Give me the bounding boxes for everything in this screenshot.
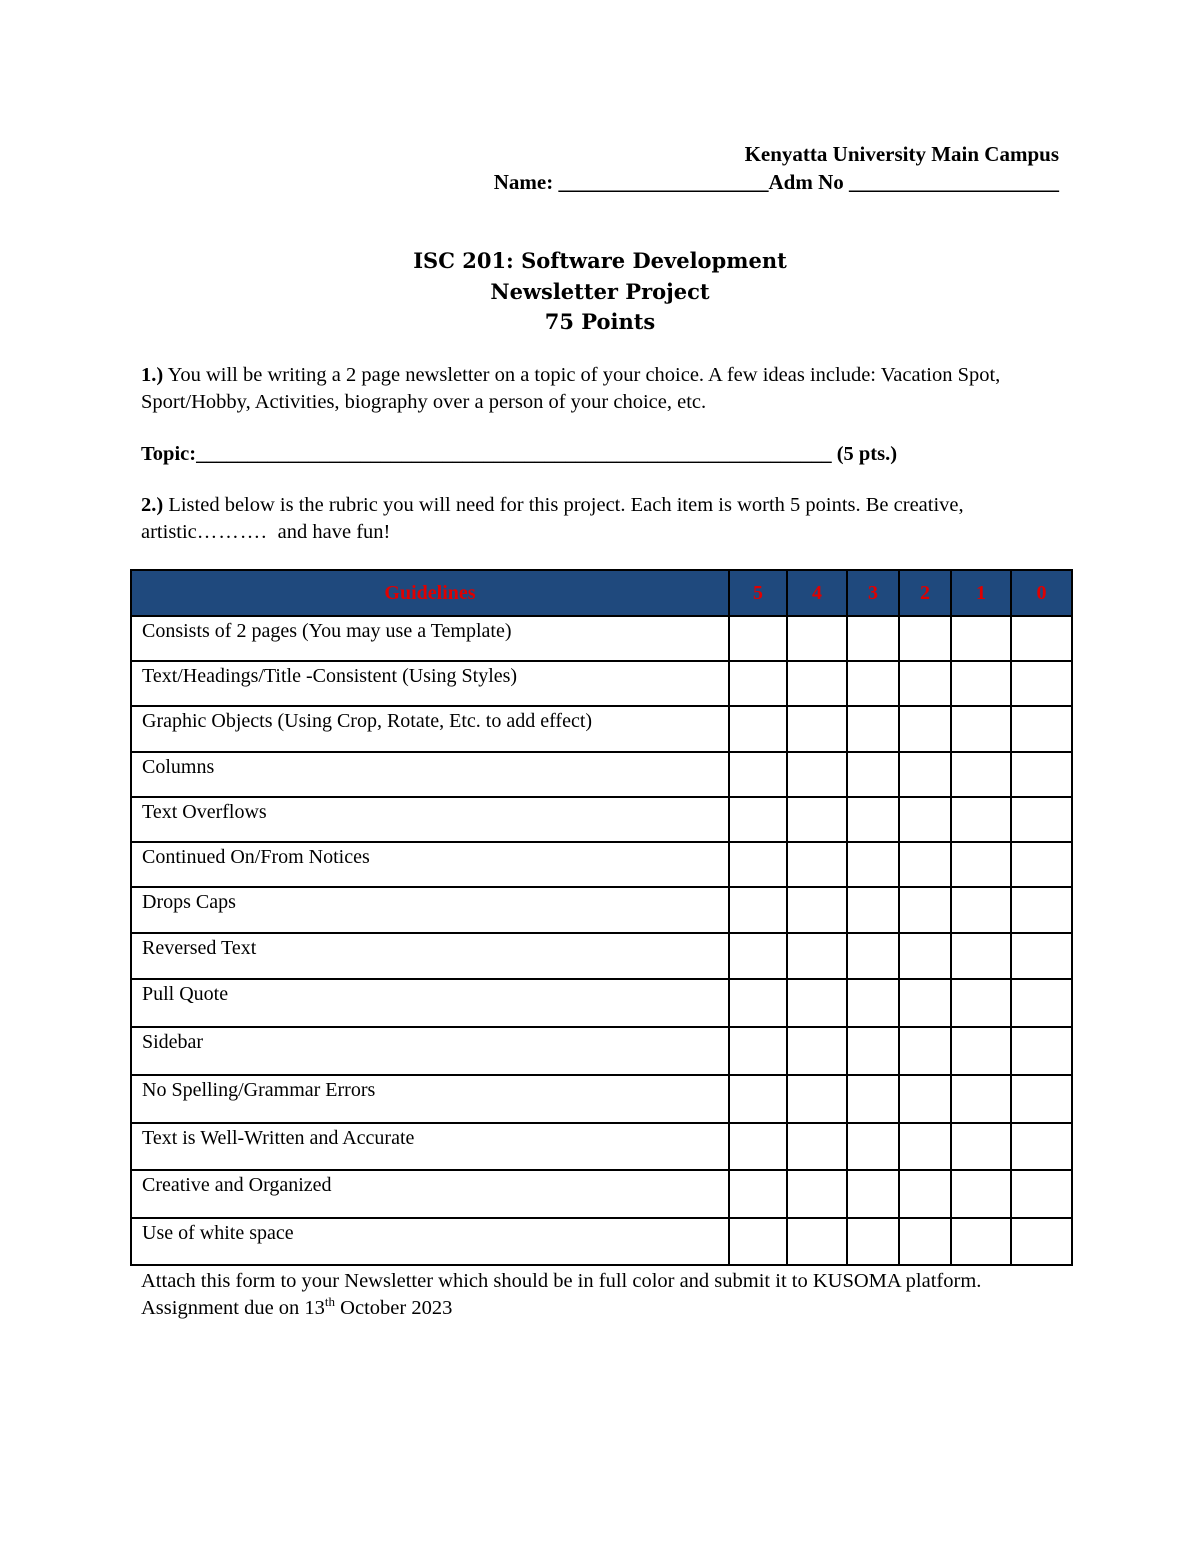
campus-name: Kenyatta University Main Campus: [744, 142, 1059, 166]
score-box-1[interactable]: [951, 661, 1011, 706]
adm-label: Adm No: [768, 170, 844, 194]
rubric-row: [131, 1075, 1072, 1123]
score-box-4[interactable]: [787, 933, 847, 979]
score-box-2[interactable]: [899, 616, 951, 661]
score-box-0[interactable]: [1011, 797, 1072, 842]
score-box-0[interactable]: [1011, 979, 1072, 1027]
rubric-row: [131, 933, 1072, 979]
score-box-4[interactable]: [787, 706, 847, 752]
rubric-criterion: Graphic Objects (Using Crop, Rotate, Etc. to add effect): [131, 706, 729, 752]
topic-blank: ______________________________________________________________: [196, 443, 832, 465]
rubric-row: [131, 1218, 1072, 1265]
score-box-4[interactable]: [787, 1027, 847, 1075]
rubric-row: [131, 661, 1072, 706]
rubric-row: [131, 1170, 1072, 1218]
score-box-4[interactable]: [787, 752, 847, 797]
score-box-3[interactable]: [847, 979, 899, 1027]
score-box-4[interactable]: [787, 1123, 847, 1170]
project-title: Newsletter Project: [490, 278, 710, 304]
score-box-0[interactable]: [1011, 1027, 1072, 1075]
rubric-criterion: Consists of 2 pages (You may use a Template): [131, 616, 729, 661]
score-box-3[interactable]: [847, 1123, 899, 1170]
score-box-2[interactable]: [899, 933, 951, 979]
name-label: Name:: [493, 170, 554, 194]
score-box-0[interactable]: [1011, 616, 1072, 661]
topic-points: (5 pts.): [836, 443, 898, 465]
score-box-2[interactable]: [899, 1075, 951, 1123]
score-box-2[interactable]: [899, 887, 951, 933]
score-box-2[interactable]: [899, 661, 951, 706]
score-box-4[interactable]: [787, 979, 847, 1027]
score-box-2[interactable]: [899, 1123, 951, 1170]
score-box-3[interactable]: [847, 616, 899, 661]
instruction-1-number: 1.): [141, 364, 164, 386]
score-box-0[interactable]: [1011, 1170, 1072, 1218]
rubric-body: [131, 616, 1072, 1265]
score-box-3[interactable]: [847, 1075, 899, 1123]
score-box-5[interactable]: [729, 1075, 787, 1123]
score-box-1[interactable]: [951, 1123, 1011, 1170]
instruction-2: [141, 492, 1061, 546]
score-box-5[interactable]: [729, 933, 787, 979]
instruction-1-text: You will be writing a 2 page newsletter on a topic of your choice. A few ideas include: Vacation Spot, Sport/Hobby, Activities, biography over a person of your choice, etc.: [141, 364, 1001, 413]
score-box-1[interactable]: [951, 706, 1011, 752]
score-box-3[interactable]: [847, 797, 899, 842]
score-box-4[interactable]: [787, 661, 847, 706]
score-box-3[interactable]: [847, 752, 899, 797]
rubric-criterion: Creative and Organized: [131, 1170, 729, 1218]
rubric-header-row: [131, 570, 1072, 616]
score-box-3[interactable]: [847, 887, 899, 933]
score-box-0[interactable]: [1011, 1123, 1072, 1170]
score-box-2[interactable]: [899, 1170, 951, 1218]
footer-date: October 2023: [335, 1297, 453, 1319]
score-box-3[interactable]: [847, 933, 899, 979]
score-box-1[interactable]: [951, 1075, 1011, 1123]
rubric-row: [131, 842, 1072, 887]
score-header-2: 2: [899, 570, 951, 616]
course-title: ISC 201: Software Development: [413, 248, 787, 273]
score-box-4[interactable]: [787, 887, 847, 933]
score-box-4[interactable]: [787, 1075, 847, 1123]
adm-blank: ____________________: [849, 170, 1059, 194]
score-box-2[interactable]: [899, 1027, 951, 1075]
score-box-2[interactable]: [899, 842, 951, 887]
score-box-2[interactable]: [899, 1218, 951, 1265]
score-box-2[interactable]: [899, 979, 951, 1027]
score-box-4[interactable]: [787, 797, 847, 842]
score-box-0[interactable]: [1011, 1218, 1072, 1265]
score-box-4[interactable]: [787, 1170, 847, 1218]
score-box-1[interactable]: [951, 1218, 1011, 1265]
score-box-4[interactable]: [787, 842, 847, 887]
score-header-1: 1: [951, 570, 1011, 616]
footer-note: [141, 1268, 1041, 1322]
score-box-5[interactable]: [729, 752, 787, 797]
rubric-criterion: Columns: [131, 752, 729, 797]
score-box-2[interactable]: [899, 797, 951, 842]
rubric-criterion: Continued On/From Notices: [131, 842, 729, 887]
score-box-1[interactable]: [951, 979, 1011, 1027]
score-box-1[interactable]: [951, 752, 1011, 797]
instruction-1: [141, 362, 1061, 416]
instruction-2-number: 2.): [141, 494, 164, 516]
rubric-row: [131, 706, 1072, 752]
score-box-0[interactable]: [1011, 661, 1072, 706]
score-box-5[interactable]: [729, 616, 787, 661]
instruction-2-text: Listed below is the rubric you will need for this project. Each item is worth 5 points. Be creative, artistic: [141, 494, 964, 543]
score-box-0[interactable]: [1011, 706, 1072, 752]
score-box-2[interactable]: [899, 706, 951, 752]
footer-superscript: th: [324, 1294, 336, 1310]
score-box-3[interactable]: [847, 1027, 899, 1075]
score-box-5[interactable]: [729, 661, 787, 706]
score-box-5[interactable]: [729, 797, 787, 842]
score-header-4: 4: [787, 570, 847, 616]
rubric-row: [131, 1027, 1072, 1075]
score-box-4[interactable]: [787, 1218, 847, 1265]
score-box-1[interactable]: [951, 933, 1011, 979]
rubric-criterion: Text Overflows: [131, 797, 729, 842]
score-box-5[interactable]: [729, 1170, 787, 1218]
score-box-1[interactable]: [951, 1027, 1011, 1075]
topic-line: [141, 441, 1061, 468]
score-box-3[interactable]: [847, 706, 899, 752]
score-box-0[interactable]: [1011, 1075, 1072, 1123]
score-box-1[interactable]: [951, 797, 1011, 842]
score-box-4[interactable]: [787, 616, 847, 661]
rubric-criterion: Drops Caps: [131, 887, 729, 933]
score-box-5[interactable]: [729, 842, 787, 887]
score-box-0[interactable]: [1011, 842, 1072, 887]
score-header-5: 5: [729, 570, 787, 616]
rubric-criterion: Use of white space: [131, 1218, 729, 1265]
rubric-row: [131, 616, 1072, 661]
rubric-row: [131, 797, 1072, 842]
score-header-0: 0: [1011, 570, 1072, 616]
score-box-5[interactable]: [729, 887, 787, 933]
rubric-criterion: No Spelling/Grammar Errors: [131, 1075, 729, 1123]
rubric-row: [131, 752, 1072, 797]
score-box-1[interactable]: [951, 616, 1011, 661]
points-title: 75 Points: [544, 309, 656, 334]
score-box-1[interactable]: [951, 1170, 1011, 1218]
score-box-3[interactable]: [847, 842, 899, 887]
guidelines-header: Guidelines: [131, 570, 729, 616]
rubric-row: [131, 1123, 1072, 1170]
instruction-2-dots: ……….: [196, 521, 268, 543]
name-blank: ____________________: [558, 170, 769, 194]
rubric-criterion: Pull Quote: [131, 979, 729, 1027]
score-box-5[interactable]: [729, 1218, 787, 1265]
score-box-0[interactable]: [1011, 887, 1072, 933]
score-box-0[interactable]: [1011, 933, 1072, 979]
rubric-table: [130, 569, 1073, 1266]
rubric-row: [131, 979, 1072, 1027]
rubric-criterion: Text is Well-Written and Accurate: [131, 1123, 729, 1170]
score-box-5[interactable]: [729, 979, 787, 1027]
rubric-row: [131, 887, 1072, 933]
rubric-criterion: Sidebar: [131, 1027, 729, 1075]
score-box-3[interactable]: [847, 1218, 899, 1265]
score-box-3[interactable]: [847, 661, 899, 706]
instruction-2-end: and have fun!: [277, 521, 391, 543]
rubric-criterion: Text/Headings/Title -Consistent (Using Styles): [131, 661, 729, 706]
topic-label: Topic:: [141, 443, 197, 465]
footer-text: Attach this form to your Newsletter which should be in full color and submit it to KUSOMA platform. Assignment due on 13: [141, 1270, 982, 1319]
score-box-5[interactable]: [729, 1123, 787, 1170]
score-box-1[interactable]: [951, 842, 1011, 887]
document-title: [0, 246, 1200, 338]
score-box-0[interactable]: [1011, 752, 1072, 797]
score-header-3: 3: [847, 570, 899, 616]
rubric-criterion: Reversed Text: [131, 933, 729, 979]
score-box-2[interactable]: [899, 752, 951, 797]
score-box-1[interactable]: [951, 887, 1011, 933]
score-box-5[interactable]: [729, 706, 787, 752]
name-adm-line: [494, 170, 1059, 195]
score-box-3[interactable]: [847, 1170, 899, 1218]
score-box-5[interactable]: [729, 1027, 787, 1075]
